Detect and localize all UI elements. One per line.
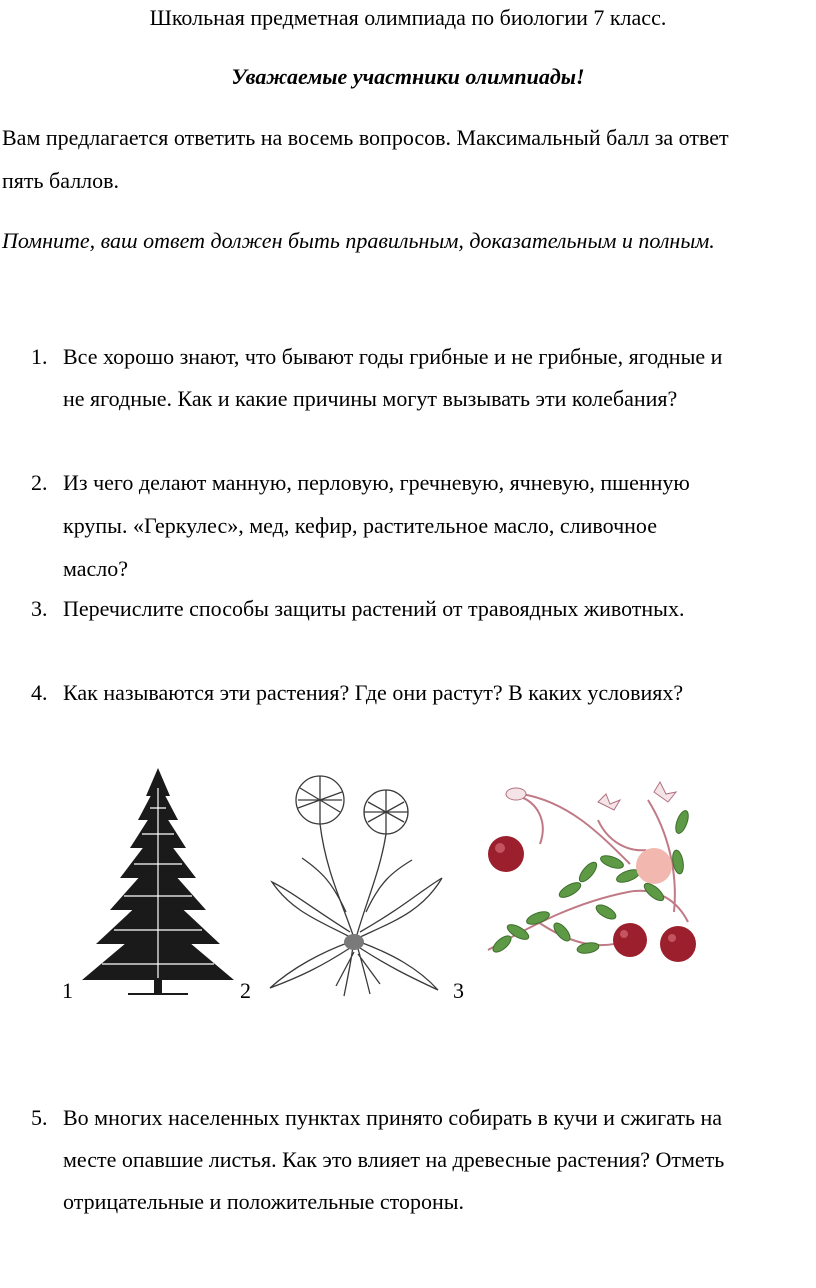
question-4-line-1: Как называются эти растения? Где они растут? В каких условиях? [63, 680, 684, 705]
reminder-text: Помните, ваш ответ должен быть правильным, доказательным и полным. [2, 228, 715, 253]
dandelion-image [262, 762, 446, 998]
cranberry-image [478, 772, 710, 984]
question-3-line-1: Перечислите способы защиты растений от травоядных животных. [63, 596, 685, 621]
plant-label-2: 2 [240, 978, 251, 1003]
question-2-line-3: масло? [63, 556, 129, 581]
question-2-number: 2. [31, 470, 48, 495]
question-5-line-3: отрицательные и положительные стороны. [63, 1189, 465, 1214]
question-1-line-2: не ягодные. Как и какие причины могут вызывать эти колебания? [63, 386, 678, 411]
question-2-line-1: Из чего делают манную, перловую, гречневую, ячневую, пшенную [63, 470, 690, 495]
greeting-heading: Уважаемые участники олимпиады! [231, 64, 585, 89]
intro-line-1: Вам предлагается ответить на восемь вопросов. Максимальный балл за ответ [2, 125, 729, 150]
question-4-number: 4. [31, 680, 48, 705]
question-5-line-2: месте опавшие листья. Как это влияет на древесные растения? Отметь [63, 1147, 725, 1172]
page-title: Школьная предметная олимпиада по биологии 7 класс. [149, 5, 667, 30]
question-1-line-1: Все хорошо знают, что бывают годы грибные и не грибные, ягодные и [63, 344, 723, 369]
intro-line-2: пять баллов. [2, 168, 120, 193]
plant-label-1: 1 [62, 978, 73, 1003]
question-5-line-1: Во многих населенных пунктах принято собирать в кучи и сжигать на [63, 1105, 723, 1130]
spruce-tree-image [78, 768, 238, 996]
question-3-number: 3. [31, 596, 48, 621]
question-5-number: 5. [31, 1105, 48, 1130]
question-2-line-2: крупы. «Геркулес», мед, кефир, растительное масло, сливочное [63, 513, 657, 538]
question-1-number: 1. [31, 344, 48, 369]
plant-label-3: 3 [453, 978, 464, 1003]
